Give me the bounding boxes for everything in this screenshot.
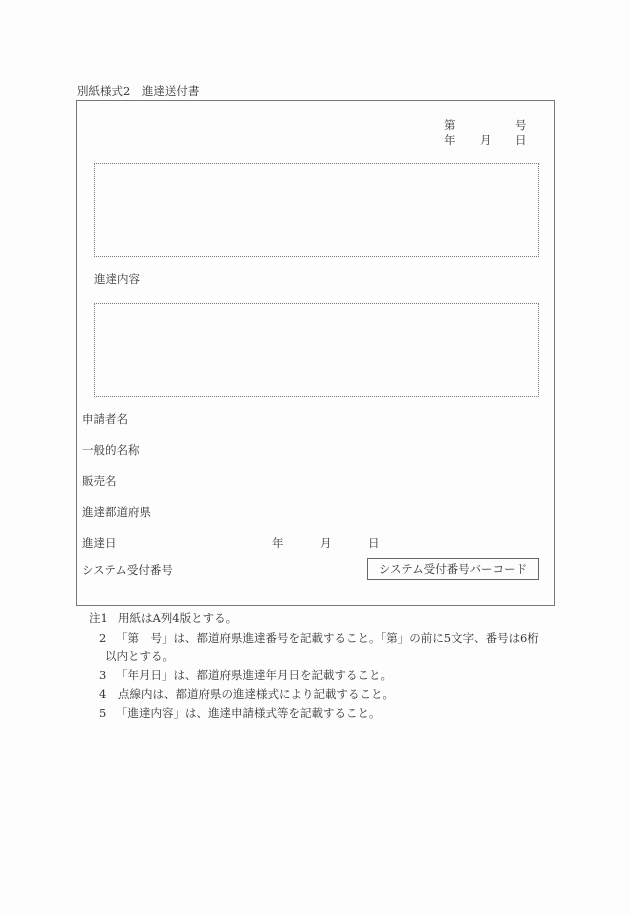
note-4-num: 4 [99,687,107,701]
date-label: 進達日 [82,536,117,550]
header-month: 月 [480,133,492,147]
note-5-text: 「進達内容」は、進達申請様式等を記載すること。 [116,706,381,720]
note-2-text: 「第 号」は、都道府県進達番号を記載すること。「第」の前に5文字、番号は6桁 [116,631,539,645]
number-suffix: 号 [515,118,527,132]
applicant-label: 申請者名 [82,412,128,426]
brand-name-label: 販売名 [82,474,117,488]
prefecture-label: 進達都道府県 [82,505,151,519]
content-label: 進達内容 [94,272,140,286]
note-5-num: 5 [99,706,107,720]
header-day: 日 [515,133,527,147]
note-2-cont: 以内とする。 [105,649,174,663]
system-number-label: システム受付番号 [82,563,173,577]
barcode-box: システム受付番号バーコード [367,558,539,580]
date-day: 日 [368,536,380,550]
number-prefix: 第 [444,118,456,132]
form-title: 別紙様式2 進達送付書 [77,84,200,98]
date-month: 月 [320,536,332,550]
note-2-num: 2 [99,631,107,645]
date-year: 年 [272,536,284,550]
note-1-num: 注1 [89,611,108,625]
content-area[interactable] [94,303,539,397]
header-year: 年 [444,133,456,147]
note-3-text: 「年月日」は、都道府県進達年月日を記載すること。 [116,668,392,682]
prefecture-format-area[interactable] [94,163,539,257]
note-4-text: 点線内は、都道府県の進達様式により記載すること。 [118,687,394,701]
generic-name-label: 一般的名称 [82,443,140,457]
note-3-num: 3 [99,668,107,682]
note-1-text: 用紙はA列4版とする。 [118,611,238,625]
